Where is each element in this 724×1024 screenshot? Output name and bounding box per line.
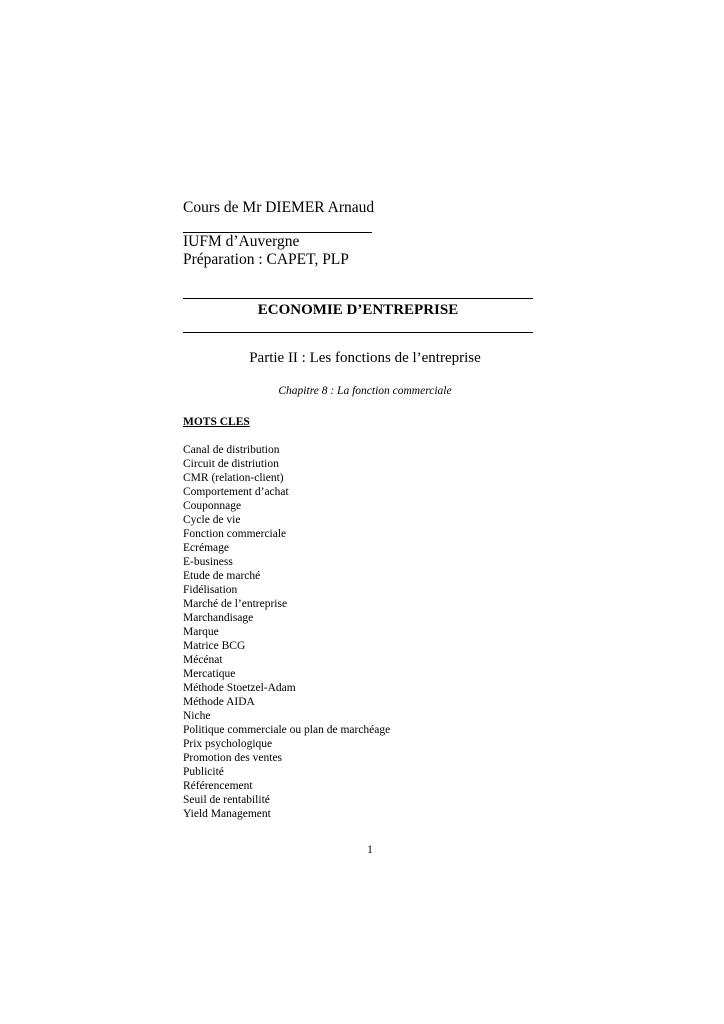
keyword-item: Matrice BCG [183, 640, 246, 652]
keywords-list [183, 443, 390, 821]
keyword-item: Fidélisation [183, 584, 238, 596]
document-title: ECONOMIE D’ENTREPRISE [257, 302, 459, 318]
keyword-item: Marque [183, 626, 219, 638]
preparation-line: Préparation : CAPET, PLP [183, 251, 349, 268]
keyword-item: Prix psychologique [183, 738, 273, 750]
part-heading: Partie II : Les fonctions de l’entreprise [249, 350, 481, 366]
keyword-item: Marchandisage [183, 612, 254, 624]
keyword-item: Promotion des ventes [183, 752, 283, 764]
keywords-heading: MOTS CLES [183, 416, 250, 428]
institution-line: IUFM d’Auvergne [183, 233, 300, 250]
chapter-heading: Chapitre 8 : La fonction commerciale [278, 385, 452, 397]
keyword-item: CMR (relation-client) [183, 472, 284, 484]
title-top-rule [183, 298, 533, 299]
page-number: 1 [367, 844, 373, 856]
keyword-item: Publicité [183, 766, 224, 778]
keyword-item: Canal de distribution [183, 444, 280, 456]
keyword-item: Fonction commerciale [183, 528, 287, 540]
keyword-item: Ecrémage [183, 542, 229, 554]
keyword-item: E-business [183, 556, 233, 568]
keyword-item: Méthode AIDA [183, 696, 255, 708]
keyword-item: Mercatique [183, 668, 236, 680]
author-line: Cours de Mr DIEMER Arnaud [183, 199, 375, 216]
keyword-item: Comportement d’achat [183, 486, 289, 498]
keyword-item: Couponnage [183, 500, 242, 512]
keyword-item: Marché de l’entreprise [183, 598, 288, 610]
keyword-item: Mécénat [183, 654, 223, 666]
keyword-item: Niche [183, 710, 211, 722]
keyword-item: Cycle de vie [183, 514, 241, 526]
keyword-item: Méthode Stoetzel-Adam [183, 682, 296, 694]
title-bottom-rule [183, 332, 533, 333]
keyword-item: Référencement [183, 780, 253, 792]
keyword-item: Politique commerciale ou plan de marchéage [183, 724, 391, 736]
keyword-item: Seuil de rentabilité [183, 794, 270, 806]
keyword-item: Circuit de distriution [183, 458, 279, 470]
keyword-item: Yield Management [183, 808, 271, 820]
keyword-item: Etude de marché [183, 570, 261, 582]
